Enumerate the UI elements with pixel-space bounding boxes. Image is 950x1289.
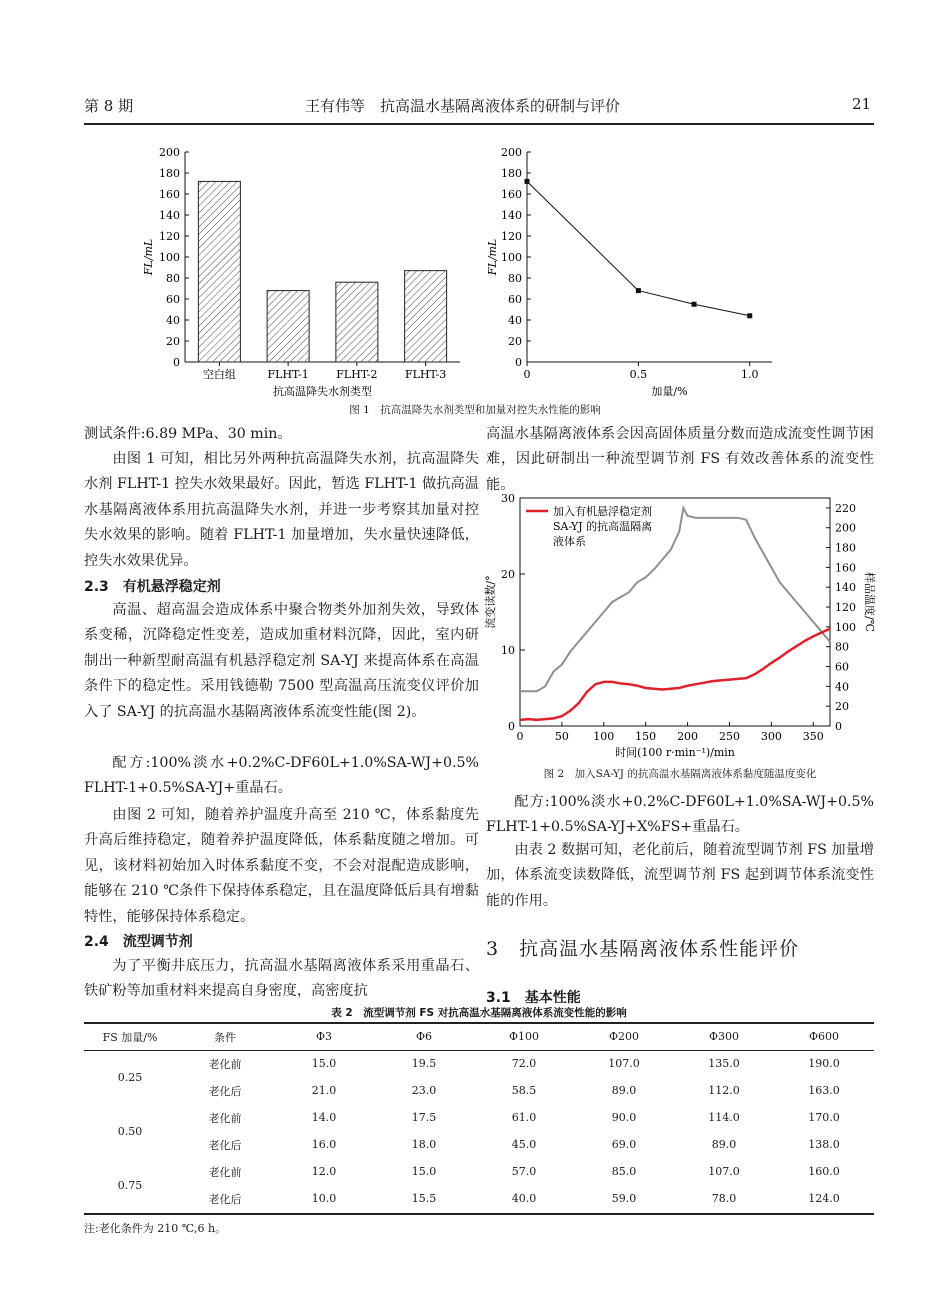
left-axis-label: 流变读数/° (484, 575, 497, 629)
fl-line (527, 181, 750, 315)
right-axis-label: 样品温度/℃ (863, 571, 876, 633)
table-row (84, 1131, 874, 1158)
table-cell: 14.0 (311, 1111, 337, 1124)
table-cell: 89.0 (611, 1084, 637, 1097)
figure1-line-chart (480, 140, 780, 402)
col-header-condition: 条件 (214, 1030, 236, 1044)
table-cell: 112.0 (708, 1084, 740, 1097)
table-cell: 19.5 (411, 1057, 437, 1070)
data-point (747, 313, 752, 318)
table-row (84, 1185, 874, 1212)
page-number: 21 (852, 95, 872, 113)
right-tick-label: 40 (835, 680, 849, 694)
formula-1 (84, 751, 479, 802)
y-tick-label: 60 (508, 293, 522, 306)
right-tick-label: 20 (835, 700, 849, 714)
fs-amount-cell: 0.75 (117, 1178, 143, 1192)
paragraph-3-text: 由图 2 可知，随着养护温度升高至 210 ℃，体系黏度先升高后维持稳定，随着养护温度降低，体系黏度随之增加。可见，该材料初始加入时体系黏度不变，不会对混配造成影响，能够在 210 ℃条件下保持体系稳定，且在温度降低后具有增黏特性，能够保持体系稳定。 (84, 807, 479, 925)
x-tick-label: 0.5 (629, 368, 648, 381)
bar-FLHT-2 (336, 282, 378, 362)
table-row (84, 1077, 874, 1104)
y-tick-label: 200 (501, 146, 522, 159)
table-cell: 12.0 (311, 1165, 337, 1178)
figure2-chart (484, 492, 874, 767)
paragraph-2 (84, 598, 479, 725)
right-tick-label: 220 (835, 501, 856, 515)
table-cell: 18.0 (411, 1138, 437, 1151)
x-tick-label: 150 (635, 730, 657, 743)
table-cell: 85.0 (611, 1165, 637, 1178)
table-cell: 138.0 (808, 1138, 840, 1151)
y-tick-label: 60 (166, 293, 180, 306)
x-tick-label: FLHT-3 (405, 368, 447, 381)
table-cell: 114.0 (708, 1111, 740, 1124)
table2-header-row (84, 1023, 874, 1050)
col-header-phi600: Φ600 (808, 1030, 839, 1043)
y-tick-label: 200 (159, 146, 180, 159)
y-axis-label: FL/mL (142, 238, 155, 276)
x-axis-label: 时间(100 r·min⁻¹)/min (615, 746, 735, 759)
y-tick-label: 140 (159, 209, 180, 222)
table-cell: 61.0 (511, 1111, 537, 1124)
right-tick-label: 60 (835, 660, 849, 674)
x-tick-label: 200 (677, 730, 699, 743)
right-tick-label: 180 (835, 541, 856, 555)
paragraph-6-text: 由表 2 数据可知，老化前后，随着流型调节剂 FS 加量增加，体系流变读数降低，流型调节剂 FS 起到调节体系流变性能的作用。 (486, 842, 874, 909)
section-2-4-heading: 2.4 流型调节剂 (84, 934, 193, 950)
table-cell: 69.0 (611, 1138, 637, 1151)
col-header-phi6: Φ6 (415, 1030, 433, 1043)
right-tick-label: 160 (835, 561, 856, 575)
legend-line-2: SA-YJ 的抗高温隔离 (553, 520, 653, 533)
left-tick-label: 10 (501, 644, 515, 657)
right-tick-label: 120 (835, 601, 856, 615)
paragraph-5 (486, 422, 874, 498)
figure1-caption: 图 1 抗高温降失水剂类型和加量对控失水性能的影响 (349, 404, 601, 416)
right-tick-label: 140 (835, 581, 856, 595)
right-tick-label: 100 (835, 620, 856, 634)
right-tick-label: 80 (835, 640, 849, 654)
table-cell: 78.0 (711, 1192, 737, 1205)
data-point (692, 302, 697, 307)
x-tick-label: 50 (554, 730, 569, 743)
formula-2-text: 配方:100%淡水+0.2%C-DF60L+1.0%SA-WJ+0.5% FLHT-1+0.5%SA-YJ+X%FS+重晶石。 (486, 794, 874, 836)
table-cell: 45.0 (511, 1138, 537, 1151)
y-tick-label: 120 (159, 230, 180, 243)
table-cell: 15.5 (411, 1192, 437, 1205)
paragraph-1-text: 由图 1 可知，相比另外两种抗高温降失水剂，抗高温降失水剂 FLHT-1 控失水效果最好。因此，暂选 FLHT-1 做抗高温水基隔离液体系用抗高温降失水剂，并进一步考察其加量对控失水效果的影响。随着 FLHT-1 加量增加，失水量快速降低，控失水效果优异。 (84, 451, 479, 569)
table-cell: 72.0 (511, 1057, 537, 1070)
figure2-caption: 图 2 加入SA-YJ 的抗高温水基隔离液体系黏度随温度变化 (543, 768, 817, 780)
col-header-amount: FS 加量/% (102, 1030, 158, 1044)
legend-line-1: 加入有机悬浮稳定剂 (553, 505, 652, 518)
table-cell: 21.0 (311, 1084, 337, 1097)
legend-line-3: 液体系 (553, 535, 586, 548)
table-cell: 17.5 (411, 1111, 437, 1124)
y-tick-label: 180 (159, 167, 180, 180)
table-cell: 89.0 (711, 1138, 737, 1151)
fs-amount-cell: 0.25 (117, 1070, 143, 1084)
x-tick-label: FLHT-2 (336, 368, 378, 381)
left-tick-label: 20 (501, 568, 515, 581)
section-2-3-heading: 2.3 有机悬浮稳定剂 (84, 579, 221, 595)
rheology-series (520, 629, 830, 720)
data-point (525, 179, 530, 184)
table-cell: 15.0 (311, 1057, 337, 1070)
paragraph-4-text: 为了平衡井底压力，抗高温水基隔离液体系采用重晶石、铁矿粉等加重材料来提高自身密度，高密度抗 (84, 958, 479, 1000)
condition-cell: 老化后 (208, 1084, 242, 1098)
table-cell: 58.5 (511, 1084, 537, 1097)
y-tick-label: 0 (515, 356, 522, 369)
paragraph-2-text: 高温、超高温会造成体系中聚合物类外加剂失效，导致体系变稀，沉降稳定性变差，造成加重材料沉降，因此，室内研制出一种新型耐高温有机悬浮稳定剂 SA-YJ 来提高体系在高温条件下的稳定性。采用钱德勒 7500 型高温高压流变仪评价加入了 SA-YJ 的抗高温水基隔离液体系流变性能(图 2)。 (84, 602, 479, 720)
table-cell: 135.0 (708, 1057, 740, 1070)
data-point (636, 288, 641, 293)
y-tick-label: 180 (501, 167, 522, 180)
table-cell: 190.0 (808, 1057, 840, 1070)
bar-FLHT-3 (405, 271, 447, 362)
table-cell: 124.0 (808, 1192, 840, 1205)
condition-cell: 老化前 (208, 1165, 242, 1179)
paragraph-6 (486, 838, 874, 914)
y-tick-label: 160 (159, 188, 180, 201)
table2-note: 注:老化条件为 210 ℃,6 h。 (84, 1222, 227, 1235)
x-tick-label: 300 (760, 730, 782, 743)
right-tick-label: 200 (835, 521, 856, 535)
y-tick-label: 40 (508, 314, 522, 327)
header-rule (84, 123, 874, 125)
table-row (84, 1104, 874, 1131)
table-cell: 59.0 (611, 1192, 637, 1205)
x-tick-label: 空白组 (202, 368, 236, 381)
col-header-phi100: Φ100 (508, 1030, 539, 1043)
table-cell: 10.0 (311, 1192, 337, 1205)
issue-number: 第 8 期 (84, 97, 134, 115)
left-tick-label: 0 (508, 720, 515, 733)
bar-FLHT-1 (267, 291, 309, 362)
x-tick-label: 0 (516, 730, 524, 743)
fs-amount-cell: 0.50 (117, 1124, 143, 1138)
table-cell: 107.0 (708, 1165, 740, 1178)
table2 (84, 1023, 874, 1212)
x-tick-label: 100 (593, 730, 615, 743)
table2-caption: 表 2 流型调节剂 FS 对抗高温水基隔离液体系流变性能的影响 (331, 1007, 627, 1019)
right-tick-label: 0 (835, 720, 842, 733)
table-cell: 15.0 (411, 1165, 437, 1178)
y-tick-label: 100 (159, 251, 180, 264)
x-tick-label: 350 (802, 730, 824, 743)
y-tick-label: 40 (166, 314, 180, 327)
y-tick-label: 120 (501, 230, 522, 243)
y-tick-label: 160 (501, 188, 522, 201)
section-3-heading: 3 抗高温水基隔离液体系性能评价 (486, 938, 800, 960)
y-tick-label: 20 (166, 335, 180, 348)
table-cell: 163.0 (808, 1084, 840, 1097)
x-tick-label: 1.0 (740, 368, 759, 381)
x-tick-label: FLHT-1 (267, 368, 309, 381)
y-tick-label: 100 (501, 251, 522, 264)
paragraph-5-text: 高温水基隔离液体系会因高固体质量分数而造成流变性调节困难，因此研制出一种流型调节剂 FS 有效改善体系的流变性能。 (486, 426, 874, 493)
condition-cell: 老化后 (208, 1192, 242, 1206)
test-condition (84, 422, 479, 447)
col-header-phi300: Φ300 (708, 1030, 739, 1043)
y-tick-label: 140 (501, 209, 522, 222)
condition-cell: 老化前 (208, 1111, 242, 1125)
table-cell: 107.0 (608, 1057, 640, 1070)
bar-空白组 (198, 181, 240, 362)
table-cell: 23.0 (411, 1084, 437, 1097)
table-cell: 170.0 (808, 1111, 840, 1124)
test-condition-text: 测试条件:6.89 MPa、30 min。 (84, 426, 292, 442)
y-tick-label: 80 (508, 272, 522, 285)
condition-cell: 老化后 (208, 1138, 242, 1152)
x-tick-label: 250 (718, 730, 740, 743)
paragraph-3 (84, 803, 479, 930)
paragraph-1 (84, 447, 479, 574)
table2-bottom-rule (84, 1213, 874, 1215)
col-header-phi200: Φ200 (608, 1030, 639, 1043)
y-tick-label: 0 (173, 356, 180, 369)
x-axis-label: 加量/% (651, 385, 688, 398)
table-row (84, 1050, 874, 1077)
table-cell: 57.0 (511, 1165, 537, 1178)
table-cell: 90.0 (611, 1111, 637, 1124)
col-header-phi3: Φ3 (315, 1030, 333, 1043)
formula-1-text: 配方:100%淡水+0.2%C-DF60L+1.0%SA-WJ+0.5% FLHT-1+0.5%SA-YJ+重晶石。 (84, 755, 479, 797)
condition-cell: 老化前 (208, 1057, 242, 1071)
y-axis-label: FL/mL (486, 238, 499, 276)
section-3-1-heading: 3.1 基本性能 (486, 990, 581, 1006)
y-tick-label: 20 (508, 335, 522, 348)
x-tick-label: 0 (523, 368, 531, 381)
table-row (84, 1158, 874, 1185)
y-tick-label: 80 (166, 272, 180, 285)
table-cell: 40.0 (511, 1192, 537, 1205)
running-title: 王有伟等 抗高温水基隔离液体系的研制与评价 (305, 97, 621, 115)
left-tick-label: 30 (501, 492, 515, 505)
paragraph-4 (84, 954, 479, 1005)
formula-2 (486, 790, 874, 841)
table-cell: 160.0 (808, 1165, 840, 1178)
x-axis-label: 抗高温降失水剂类型 (273, 385, 372, 398)
table-cell: 16.0 (311, 1138, 337, 1151)
figure1-bar-chart (130, 140, 470, 402)
